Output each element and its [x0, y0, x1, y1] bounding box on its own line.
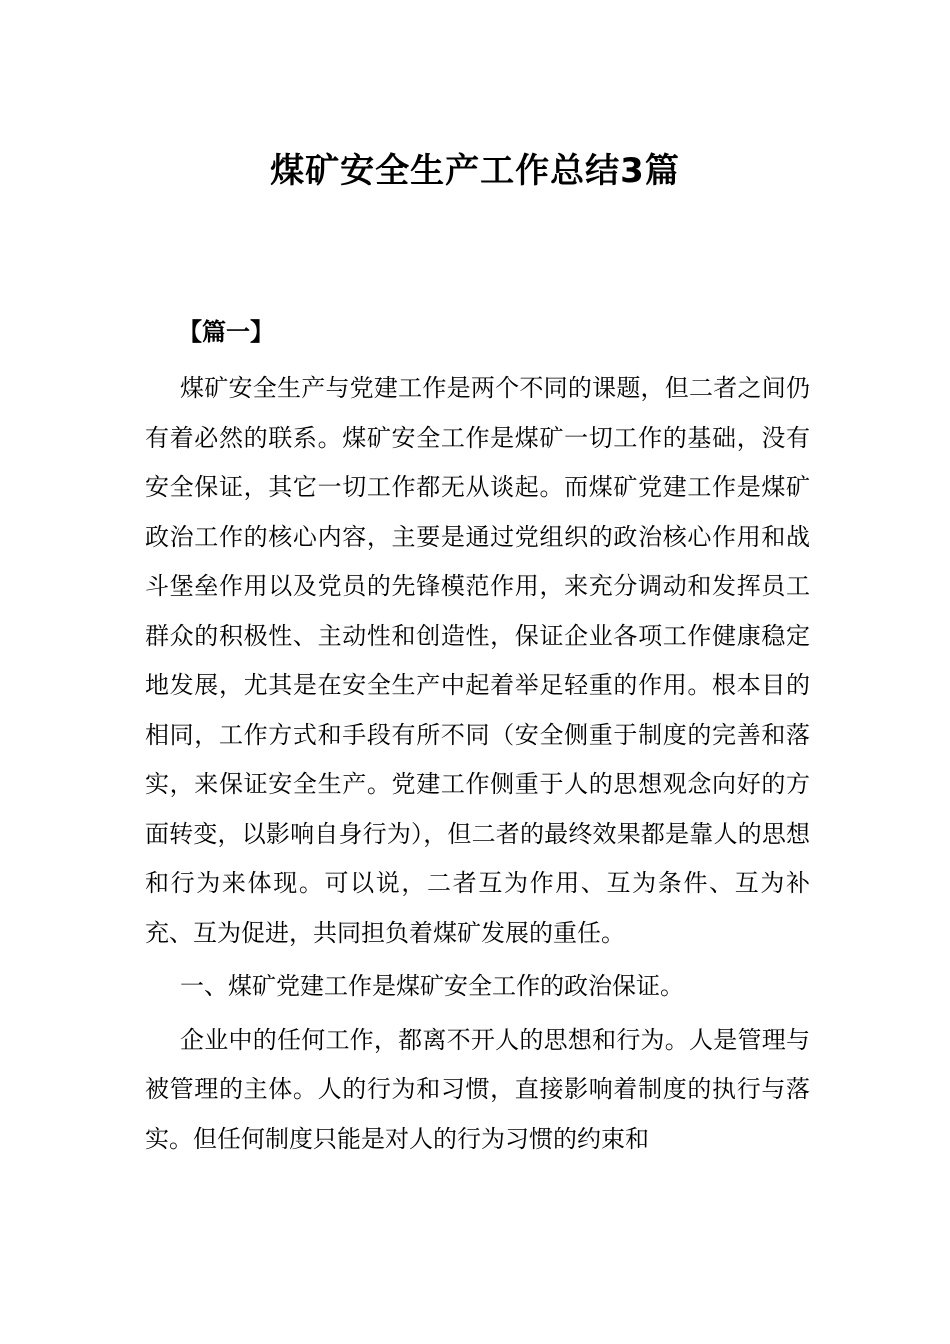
paragraph-intro: 煤矿安全生产与党建工作是两个不同的课题，但二者之间仍有着必然的联系。煤矿安全工作是煤矿一切工作的基础，没有安全保证，其它一切工作都无从谈起。而煤矿党建工作是煤矿政治工作的核心内容，主要是通过党组织的政治核心作用和战斗堡垒作用以及党员的先锋模范作用，来充分调动和发挥员工群众的积极性、主动性和创造性，保证企业各项工作健康稳定地发展，尤其是在安全生产中起着举足轻重的作用。根本目的相同，工作方式和手段有所不同（安全侧重于制度的完善和落实，来保证安全生产。党建工作侧重于人的思想观念向好的方面转变，以影响自身行为），但二者的最终效果都是靠人的思想和行为来体现。可以说，二者互为作用、互为条件、互为补充、互为促进，共同担负着煤矿发展的重任。	[145, 374, 810, 947]
paragraph-body: 企业中的任何工作，都离不开人的思想和行为。人是管理与被管理的主体。人的行为和习惯，直接影响着制度的执行与落实。但任何制度只能是对人的行为习惯的约束和	[145, 1025, 810, 1153]
section-heading: 【篇一】	[178, 318, 274, 346]
paragraph-heading-one: 一、煤矿党建工作是煤矿安全工作的政治保证。	[180, 972, 684, 1000]
document-body	[145, 364, 810, 1164]
document-title: 煤矿安全生产工作总结3篇	[270, 151, 680, 191]
